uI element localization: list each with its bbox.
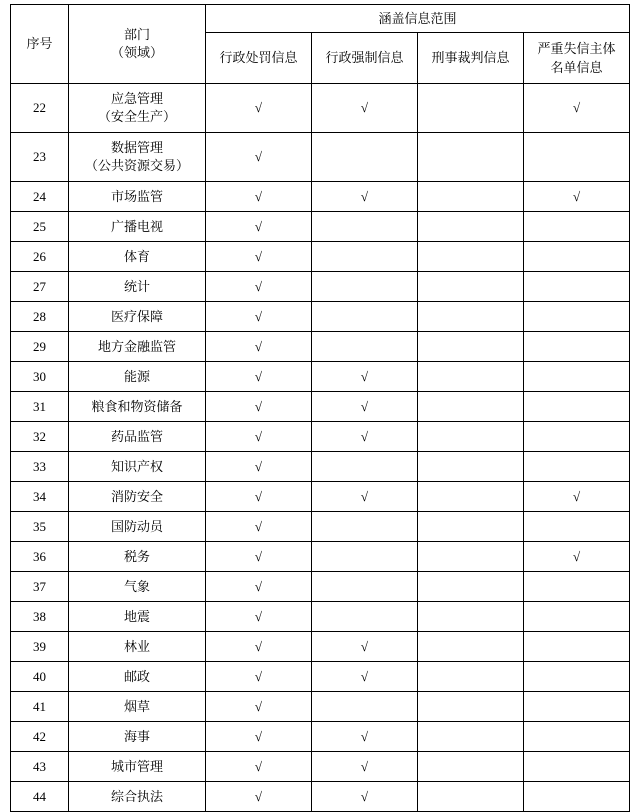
row-department: 粮食和物资储备 xyxy=(69,392,206,422)
cell-serious-dishonesty-list xyxy=(524,332,630,362)
row-department: 地震 xyxy=(69,602,206,632)
cell-serious-dishonesty-list: √ xyxy=(524,84,630,133)
cell-criminal-judgment xyxy=(418,752,524,782)
cell-criminal-judgment xyxy=(418,182,524,212)
row-sequence: 22 xyxy=(11,84,69,133)
cell-serious-dishonesty-list: √ xyxy=(524,182,630,212)
row-sequence: 43 xyxy=(11,752,69,782)
cell-serious-dishonesty-list xyxy=(524,572,630,602)
cell-criminal-judgment xyxy=(418,692,524,722)
cell-serious-dishonesty-list xyxy=(524,452,630,482)
row-department: 城市管理 xyxy=(69,752,206,782)
cell-administrative-coercion: √ xyxy=(312,182,418,212)
cell-serious-dishonesty-list xyxy=(524,212,630,242)
row-department-line2: （安全生产） xyxy=(97,109,176,124)
cell-administrative-penalty: √ xyxy=(206,452,312,482)
cell-serious-dishonesty-list xyxy=(524,632,630,662)
row-sequence: 28 xyxy=(11,302,69,332)
cell-serious-dishonesty-list xyxy=(524,392,630,422)
cell-serious-dishonesty-list xyxy=(524,722,630,752)
cell-administrative-penalty: √ xyxy=(206,482,312,512)
table-row xyxy=(11,782,630,812)
table-row xyxy=(11,242,630,272)
cell-criminal-judgment xyxy=(418,632,524,662)
table-row xyxy=(11,662,630,692)
header-row-top xyxy=(11,5,630,33)
cell-administrative-penalty: √ xyxy=(206,362,312,392)
row-sequence: 41 xyxy=(11,692,69,722)
cell-criminal-judgment xyxy=(418,662,524,692)
table-row xyxy=(11,722,630,752)
cell-administrative-coercion: √ xyxy=(312,722,418,752)
table-row xyxy=(11,632,630,662)
cell-criminal-judgment xyxy=(418,133,524,182)
cell-criminal-judgment xyxy=(418,302,524,332)
header-department xyxy=(69,5,206,84)
row-department: 市场监管 xyxy=(69,182,206,212)
row-department: 广播电视 xyxy=(69,212,206,242)
cell-administrative-penalty: √ xyxy=(206,422,312,452)
cell-administrative-coercion xyxy=(312,302,418,332)
cell-administrative-coercion: √ xyxy=(312,84,418,133)
header-administrative-penalty: 行政处罚信息 xyxy=(206,33,312,84)
cell-administrative-coercion: √ xyxy=(312,482,418,512)
header-department-line1: 部门 xyxy=(123,27,150,43)
row-department-line1: 数据管理 xyxy=(110,140,163,156)
row-sequence: 38 xyxy=(11,602,69,632)
cell-administrative-coercion xyxy=(312,332,418,362)
cell-administrative-coercion: √ xyxy=(312,662,418,692)
row-sequence: 34 xyxy=(11,482,69,512)
cell-administrative-penalty: √ xyxy=(206,662,312,692)
cell-serious-dishonesty-list: √ xyxy=(524,542,630,572)
row-department xyxy=(69,133,206,182)
cell-administrative-penalty: √ xyxy=(206,512,312,542)
cell-serious-dishonesty-list xyxy=(524,272,630,302)
cell-administrative-penalty: √ xyxy=(206,692,312,722)
cell-criminal-judgment xyxy=(418,542,524,572)
row-sequence: 27 xyxy=(11,272,69,302)
cell-serious-dishonesty-list xyxy=(524,602,630,632)
cell-serious-dishonesty-list xyxy=(524,662,630,692)
cell-serious-dishonesty-list xyxy=(524,302,630,332)
cell-serious-dishonesty-list xyxy=(524,242,630,272)
cell-administrative-coercion xyxy=(312,542,418,572)
row-department-line2: （公共资源交易） xyxy=(84,158,189,173)
cell-serious-dishonesty-list xyxy=(524,512,630,542)
row-department: 药品监管 xyxy=(69,422,206,452)
cell-administrative-penalty: √ xyxy=(206,212,312,242)
row-sequence: 37 xyxy=(11,572,69,602)
cell-criminal-judgment xyxy=(418,392,524,422)
cell-serious-dishonesty-list xyxy=(524,752,630,782)
cell-serious-dishonesty-list xyxy=(524,692,630,722)
cell-administrative-penalty: √ xyxy=(206,302,312,332)
row-department: 体育 xyxy=(69,242,206,272)
cell-administrative-penalty: √ xyxy=(206,752,312,782)
row-department xyxy=(69,84,206,133)
cell-serious-dishonesty-list xyxy=(524,362,630,392)
cell-criminal-judgment xyxy=(418,272,524,302)
table-row xyxy=(11,182,630,212)
cell-criminal-judgment xyxy=(418,422,524,452)
cell-administrative-coercion xyxy=(312,572,418,602)
cell-administrative-penalty: √ xyxy=(206,602,312,632)
row-department: 消防安全 xyxy=(69,482,206,512)
cell-administrative-penalty: √ xyxy=(206,182,312,212)
cell-criminal-judgment xyxy=(418,452,524,482)
table-row xyxy=(11,362,630,392)
cell-administrative-coercion: √ xyxy=(312,752,418,782)
cell-administrative-coercion: √ xyxy=(312,392,418,422)
row-department: 综合执法 xyxy=(69,782,206,812)
header-serious-dishonesty-line2: 名单信息 xyxy=(550,60,603,75)
cell-administrative-penalty: √ xyxy=(206,272,312,302)
cell-criminal-judgment xyxy=(418,512,524,542)
table-row xyxy=(11,452,630,482)
table-body xyxy=(11,84,630,812)
header-criminal-judgment: 刑事裁判信息 xyxy=(418,33,524,84)
row-sequence: 30 xyxy=(11,362,69,392)
cell-administrative-penalty: √ xyxy=(206,632,312,662)
header-administrative-coercion: 行政强制信息 xyxy=(312,33,418,84)
cell-administrative-coercion xyxy=(312,512,418,542)
cell-administrative-coercion xyxy=(312,242,418,272)
row-sequence: 33 xyxy=(11,452,69,482)
header-seq: 序号 xyxy=(11,5,69,84)
table-row xyxy=(11,302,630,332)
row-department: 税务 xyxy=(69,542,206,572)
cell-criminal-judgment xyxy=(418,782,524,812)
table-row xyxy=(11,212,630,242)
cell-administrative-coercion xyxy=(312,272,418,302)
cell-administrative-coercion: √ xyxy=(312,632,418,662)
cell-administrative-coercion: √ xyxy=(312,422,418,452)
cell-administrative-coercion: √ xyxy=(312,782,418,812)
header-department-line2: （领域） xyxy=(110,45,163,60)
cell-serious-dishonesty-list xyxy=(524,782,630,812)
cell-administrative-coercion: √ xyxy=(312,362,418,392)
row-department: 国防动员 xyxy=(69,512,206,542)
header-information-scope: 涵盖信息范围 xyxy=(206,5,630,33)
cell-criminal-judgment xyxy=(418,242,524,272)
cell-criminal-judgment xyxy=(418,84,524,133)
row-department: 海事 xyxy=(69,722,206,752)
cell-serious-dishonesty-list xyxy=(524,133,630,182)
credit-information-scope-table xyxy=(10,4,630,812)
cell-administrative-coercion xyxy=(312,452,418,482)
table-row xyxy=(11,512,630,542)
table-row xyxy=(11,332,630,362)
cell-criminal-judgment xyxy=(418,572,524,602)
cell-administrative-penalty: √ xyxy=(206,722,312,752)
table-row xyxy=(11,572,630,602)
row-sequence: 40 xyxy=(11,662,69,692)
cell-administrative-penalty: √ xyxy=(206,572,312,602)
cell-administrative-coercion xyxy=(312,133,418,182)
row-sequence: 42 xyxy=(11,722,69,752)
cell-serious-dishonesty-list: √ xyxy=(524,482,630,512)
table-row xyxy=(11,272,630,302)
row-department: 烟草 xyxy=(69,692,206,722)
row-department: 地方金融监管 xyxy=(69,332,206,362)
table-row xyxy=(11,84,630,133)
table-row xyxy=(11,602,630,632)
row-department-line1: 应急管理 xyxy=(110,91,163,107)
row-sequence: 29 xyxy=(11,332,69,362)
table-header xyxy=(11,5,630,84)
row-department: 知识产权 xyxy=(69,452,206,482)
row-sequence: 31 xyxy=(11,392,69,422)
table-row xyxy=(11,752,630,782)
row-sequence: 25 xyxy=(11,212,69,242)
row-department: 能源 xyxy=(69,362,206,392)
row-sequence: 39 xyxy=(11,632,69,662)
row-sequence: 35 xyxy=(11,512,69,542)
row-department: 医疗保障 xyxy=(69,302,206,332)
table-row xyxy=(11,692,630,722)
cell-criminal-judgment xyxy=(418,362,524,392)
row-sequence: 36 xyxy=(11,542,69,572)
cell-administrative-penalty: √ xyxy=(206,332,312,362)
cell-administrative-coercion xyxy=(312,212,418,242)
row-sequence: 24 xyxy=(11,182,69,212)
row-sequence: 32 xyxy=(11,422,69,452)
cell-criminal-judgment xyxy=(418,482,524,512)
cell-criminal-judgment xyxy=(418,332,524,362)
document-page xyxy=(0,4,641,804)
row-department: 林业 xyxy=(69,632,206,662)
cell-administrative-penalty: √ xyxy=(206,242,312,272)
cell-criminal-judgment xyxy=(418,602,524,632)
table-row xyxy=(11,542,630,572)
header-serious-dishonesty-line1: 严重失信主体 xyxy=(537,40,616,56)
cell-administrative-coercion xyxy=(312,692,418,722)
row-department: 统计 xyxy=(69,272,206,302)
row-sequence: 44 xyxy=(11,782,69,812)
cell-administrative-penalty: √ xyxy=(206,392,312,422)
cell-criminal-judgment xyxy=(418,722,524,752)
table-row xyxy=(11,422,630,452)
cell-administrative-penalty: √ xyxy=(206,133,312,182)
cell-administrative-penalty: √ xyxy=(206,782,312,812)
table-row xyxy=(11,392,630,422)
table-row xyxy=(11,133,630,182)
cell-administrative-coercion xyxy=(312,602,418,632)
cell-serious-dishonesty-list xyxy=(524,422,630,452)
row-department: 邮政 xyxy=(69,662,206,692)
row-sequence: 23 xyxy=(11,133,69,182)
cell-administrative-penalty: √ xyxy=(206,84,312,133)
cell-administrative-penalty: √ xyxy=(206,542,312,572)
cell-criminal-judgment xyxy=(418,212,524,242)
row-sequence: 26 xyxy=(11,242,69,272)
table-row xyxy=(11,482,630,512)
header-serious-dishonesty-list xyxy=(524,33,630,84)
row-department: 气象 xyxy=(69,572,206,602)
